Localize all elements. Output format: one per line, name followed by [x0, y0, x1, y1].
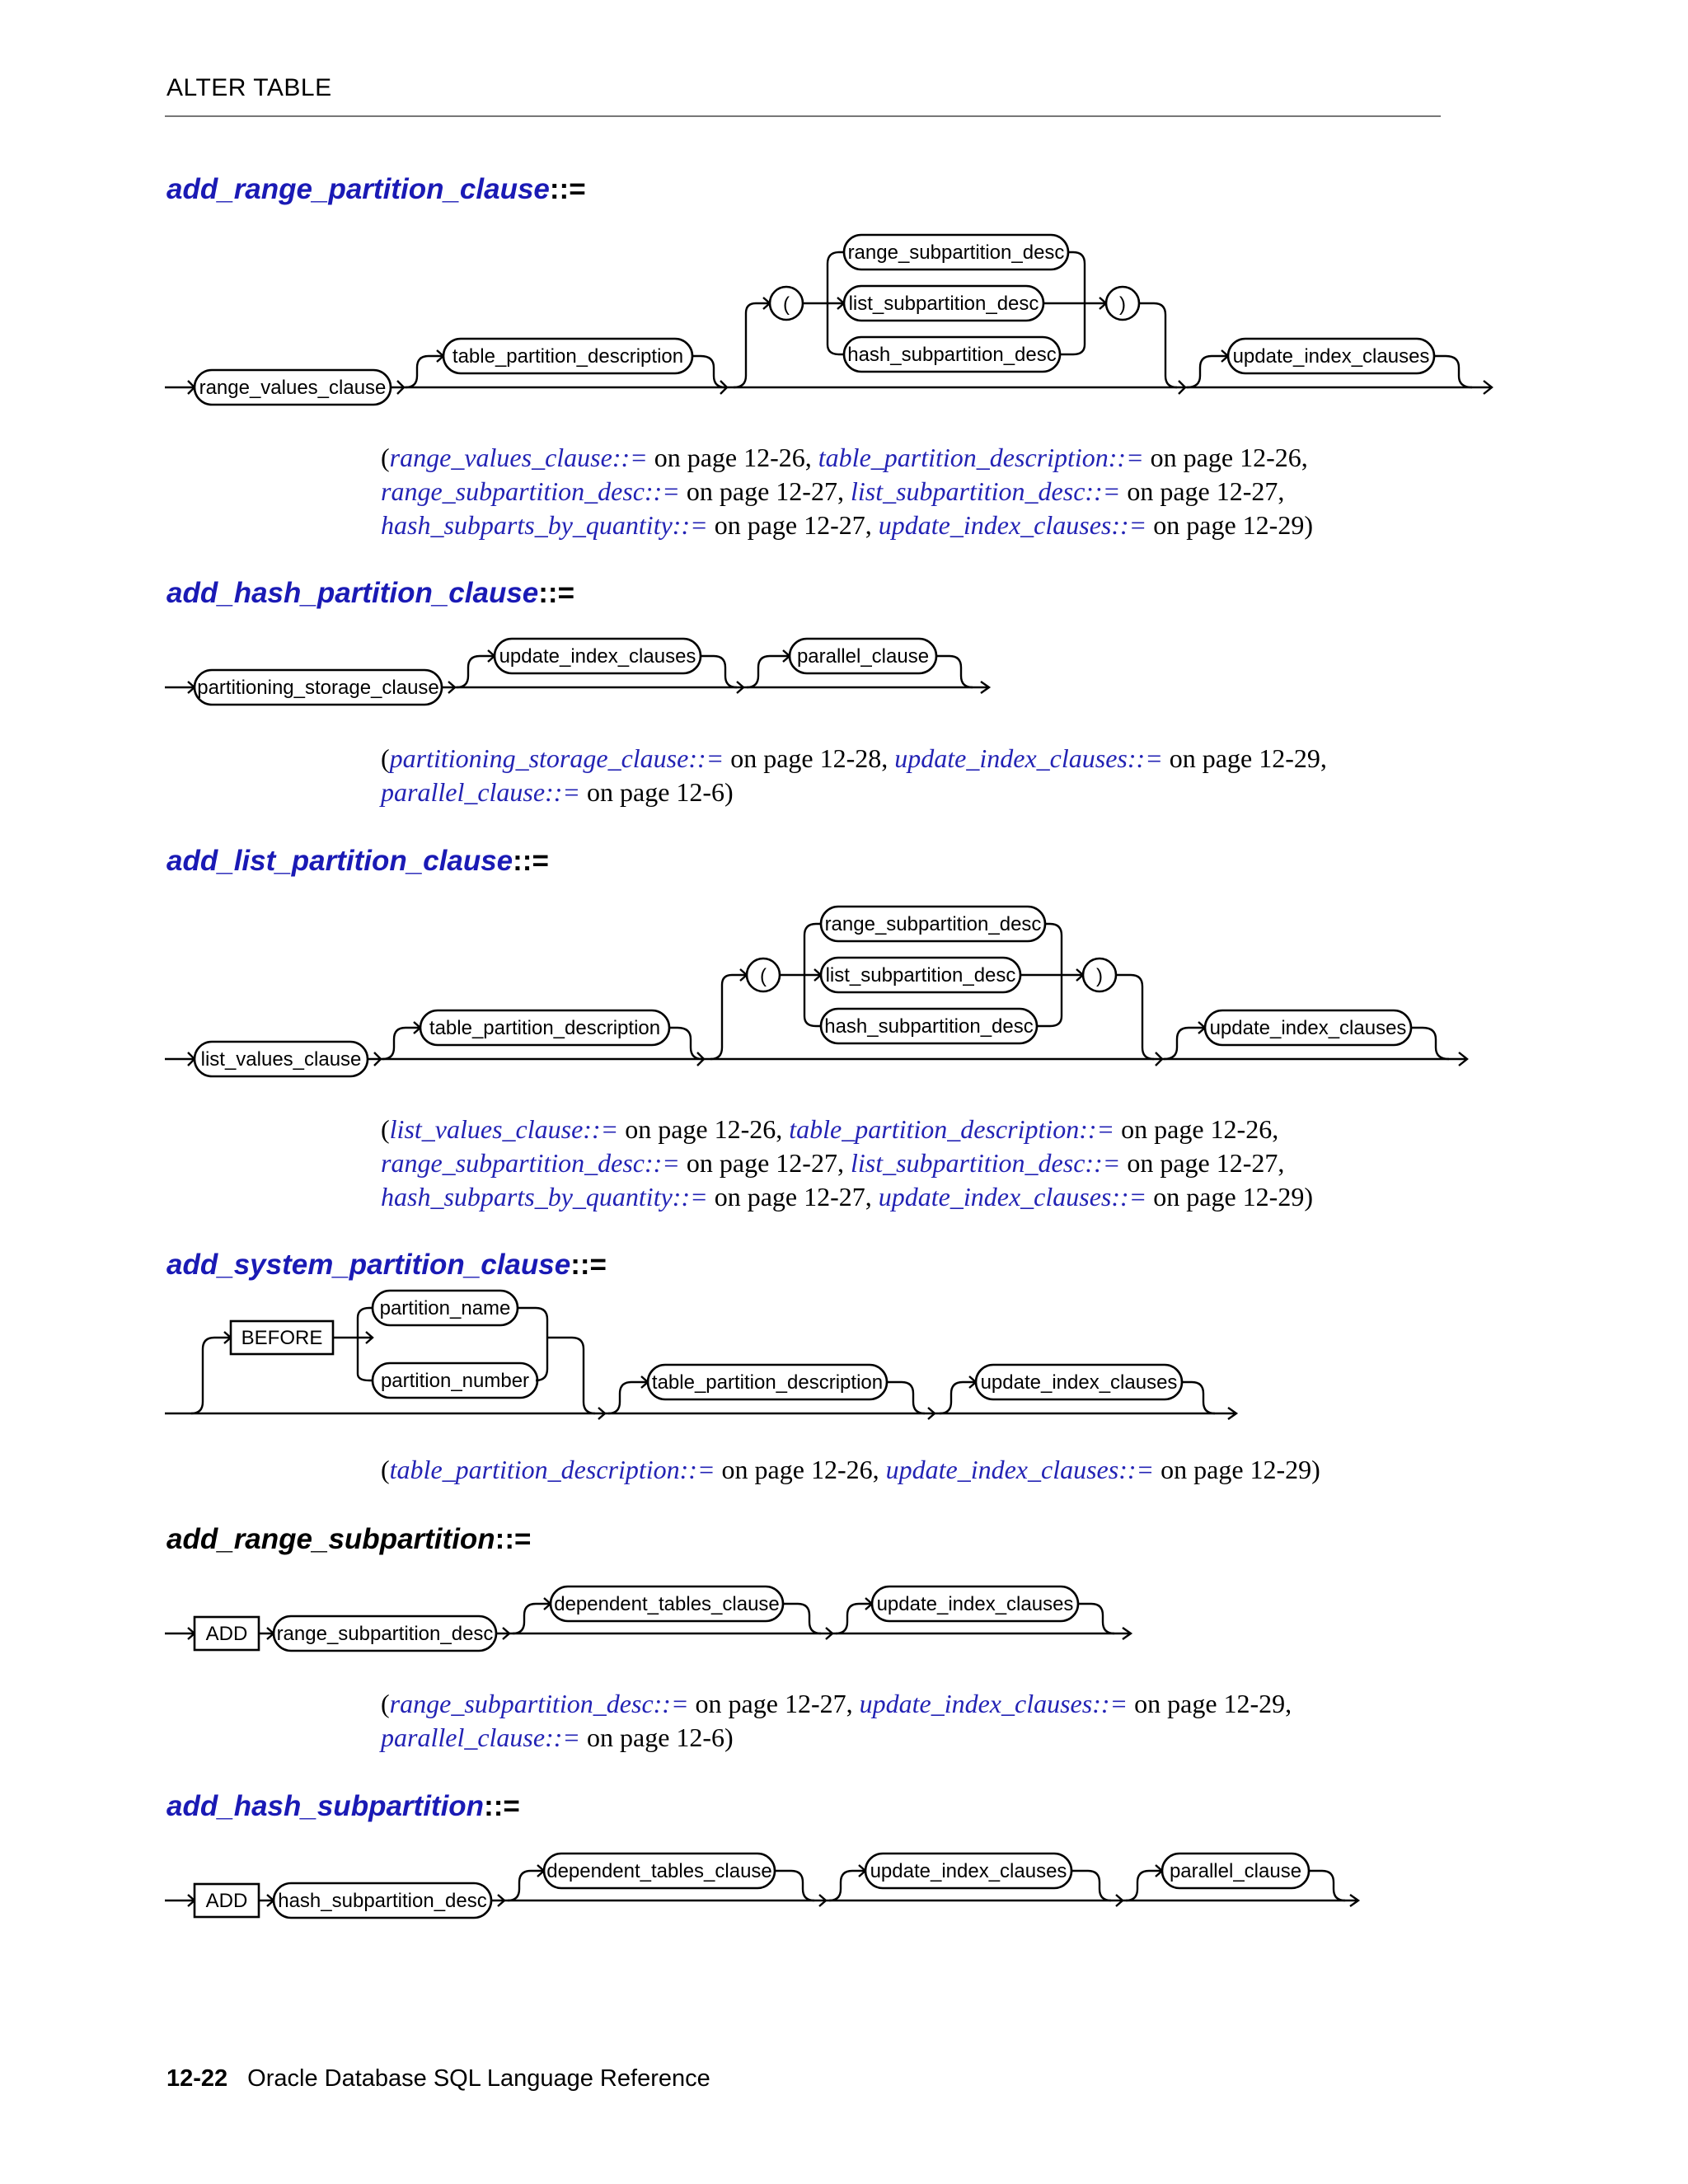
syntax-diagram: [0, 1574, 1533, 1665]
diagram-node-label: dependent_tables_clause: [554, 1593, 780, 1615]
ref-text: on page 12-27: [714, 1182, 865, 1212]
ref-link[interactable]: range_subpartition_desc::=: [381, 1148, 680, 1178]
section-heading: [166, 1523, 531, 1556]
ref-text: on page 12-29: [1153, 510, 1305, 540]
section-heading: [166, 845, 549, 878]
section-heading: [166, 1249, 607, 1282]
heading-name: add_range_subpartition: [166, 1523, 495, 1555]
diagram-node-label: parallel_clause: [796, 645, 930, 668]
diagram-node-label: update_index_clauses: [1209, 1017, 1407, 1039]
ref-text: on page 12-6: [586, 1722, 725, 1752]
diagram-node-label: partitioning_storage_clause: [197, 677, 439, 699]
diagram-node-label: list_values_clause: [200, 1048, 362, 1071]
heading-operator: ::=: [538, 577, 575, 609]
heading-link[interactable]: add_range_partition_clause: [166, 173, 550, 205]
diagram-node-label: table_partition_description: [429, 1017, 661, 1039]
diagram-node-label: list_subpartition_desc: [848, 293, 1039, 315]
book-title: Oracle Database SQL Language Reference: [247, 2065, 710, 2092]
ref-link[interactable]: hash_subparts_by_quantity::=: [381, 1182, 708, 1212]
page-number: 12-22: [166, 2065, 228, 2092]
ref-text: on page 12-27: [714, 510, 865, 540]
diagram-node-label: update_index_clauses: [870, 1860, 1067, 1882]
ref-link[interactable]: hash_subparts_by_quantity::=: [381, 510, 708, 540]
diagram-node-label: update_index_clauses: [876, 1593, 1074, 1615]
diagram-node-label: ): [1096, 965, 1103, 987]
heading-operator: ::=: [570, 1249, 607, 1281]
diagram-node-label: (: [783, 293, 790, 316]
ref-text: on page 12-29: [1153, 1182, 1305, 1212]
heading-operator: ::=: [484, 1790, 520, 1822]
ref-link[interactable]: parallel_clause::=: [381, 777, 580, 807]
heading-operator: ::=: [495, 1523, 532, 1555]
running-head: ALTER TABLE: [166, 74, 332, 101]
diagram-node-label: ): [1119, 293, 1126, 316]
ref-text: on page 12-29: [1169, 743, 1320, 773]
ref-text: on page 12-27: [695, 1689, 846, 1718]
cross-references: (list_values_clause::= on page 12-26, table_partition_description::= on page 12-26, range_subpartition_desc::= on page 12-27, list_subpartition_desc::= on page 12-27, hash_subparts_by_quantity::= on page 12-27, update_index_clauses::= on page 12-29): [381, 1114, 1313, 1212]
ref-link[interactable]: update_index_clauses::=: [859, 1689, 1128, 1718]
diagram-node-label: table_partition_description: [452, 345, 684, 368]
header-rule: [165, 115, 1441, 117]
diagram-node-label: range_values_clause: [199, 377, 387, 399]
ref-text: on page 12-26: [1150, 443, 1301, 472]
ref-text: on page 12-26: [654, 443, 805, 472]
cross-references: (table_partition_description::= on page 12-26, update_index_clauses::= on page 12-29): [381, 1455, 1320, 1484]
ref-link[interactable]: table_partition_description::=: [818, 443, 1144, 472]
ref-link[interactable]: table_partition_description::=: [389, 1455, 715, 1484]
syntax-diagram: [0, 894, 1533, 1092]
heading-operator: ::=: [513, 845, 549, 877]
ref-link[interactable]: list_subpartition_desc::=: [850, 1148, 1121, 1178]
syntax-diagram: [0, 1841, 1533, 1932]
ref-text: on page 12-26: [721, 1455, 873, 1484]
diagram-node-label: ADD: [205, 1890, 248, 1912]
syntax-diagram: [0, 626, 1533, 725]
ref-text: on page 12-27: [1127, 476, 1278, 506]
diagram-node-label: partition_number: [380, 1370, 530, 1392]
section-heading: [166, 173, 586, 206]
syntax-diagram: [0, 1298, 1533, 1430]
ref-text: on page 12-26: [1121, 1114, 1273, 1144]
ref-link[interactable]: range_subpartition_desc::=: [381, 476, 680, 506]
heading-link[interactable]: add_list_partition_clause: [166, 845, 513, 877]
ref-link[interactable]: list_subpartition_desc::=: [850, 476, 1121, 506]
ref-link[interactable]: range_values_clause::=: [389, 443, 648, 472]
cross-references: (range_subpartition_desc::= on page 12-27, update_index_clauses::= on page 12-29, parallel_clause::= on page 12-6): [381, 1689, 1292, 1752]
diagram-node-label: hash_subpartition_desc: [278, 1890, 487, 1912]
ref-text: on page 12-27: [686, 1148, 837, 1178]
diagram-node-label: update_index_clauses: [499, 645, 696, 668]
diagram-node-label: parallel_clause: [1169, 1860, 1302, 1882]
diagram-node-label: partition_name: [379, 1297, 511, 1319]
cross-references: (partitioning_storage_clause::= on page 12-28, update_index_clauses::= on page 12-29, parallel_clause::= on page 12-6): [381, 743, 1327, 807]
ref-text: on page 12-29: [1160, 1455, 1312, 1484]
ref-text: on page 12-29: [1134, 1689, 1286, 1718]
diagram-node-label: list_subpartition_desc: [825, 964, 1016, 987]
diagram-node-label: table_partition_description: [651, 1371, 884, 1394]
ref-link[interactable]: partitioning_storage_clause::=: [389, 743, 724, 773]
ref-link[interactable]: update_index_clauses::=: [885, 1455, 1155, 1484]
diagram-node-label: range_subpartition_desc: [276, 1623, 494, 1645]
diagram-node-label: hash_subpartition_desc: [847, 344, 1057, 366]
heading-link[interactable]: add_hash_subpartition: [166, 1790, 485, 1822]
diagram-node-label: hash_subpartition_desc: [824, 1015, 1034, 1038]
heading-link[interactable]: add_hash_partition_clause: [166, 577, 539, 609]
diagram-node-label: range_subpartition_desc: [847, 241, 1065, 264]
diagram-node-label: dependent_tables_clause: [546, 1860, 772, 1882]
ref-link[interactable]: list_values_clause::=: [389, 1114, 619, 1144]
diagram-node-label: ADD: [205, 1623, 248, 1645]
ref-text: on page 12-26: [625, 1114, 776, 1144]
ref-text: on page 12-28: [730, 743, 882, 773]
diagram-node-label: update_index_clauses: [1232, 345, 1430, 368]
syntax-diagram: [0, 223, 1533, 420]
heading-operator: ::=: [549, 173, 586, 205]
heading-link[interactable]: add_system_partition_clause: [166, 1249, 571, 1281]
ref-link[interactable]: range_subpartition_desc::=: [389, 1689, 689, 1718]
ref-text: on page 12-27: [686, 476, 837, 506]
page-footer: [166, 2065, 710, 2093]
section-heading: [166, 1790, 520, 1823]
cross-references: (range_values_clause::= on page 12-26, table_partition_description::= on page 12-26, range_subpartition_desc::= on page 12-27, list_subpartition_desc::= on page 12-27, hash_subparts_by_quantity::= on page 12-27, update_index_clauses::= on page 12-29): [381, 443, 1313, 540]
ref-link[interactable]: update_index_clauses::=: [894, 743, 1163, 773]
section-heading: [166, 577, 574, 610]
diagram-node-label: range_subpartition_desc: [824, 913, 1042, 935]
diagram-node-label: (: [760, 965, 767, 987]
ref-link[interactable]: parallel_clause::=: [381, 1722, 580, 1752]
ref-link[interactable]: table_partition_description::=: [789, 1114, 1115, 1144]
diagram-node-label: update_index_clauses: [980, 1371, 1178, 1394]
ref-text: on page 12-27: [1127, 1148, 1278, 1178]
ref-text: on page 12-6: [586, 777, 725, 807]
diagram-node-label: BEFORE: [241, 1327, 323, 1349]
ref-link[interactable]: update_index_clauses::=: [878, 1182, 1147, 1212]
ref-link[interactable]: update_index_clauses::=: [878, 510, 1147, 540]
